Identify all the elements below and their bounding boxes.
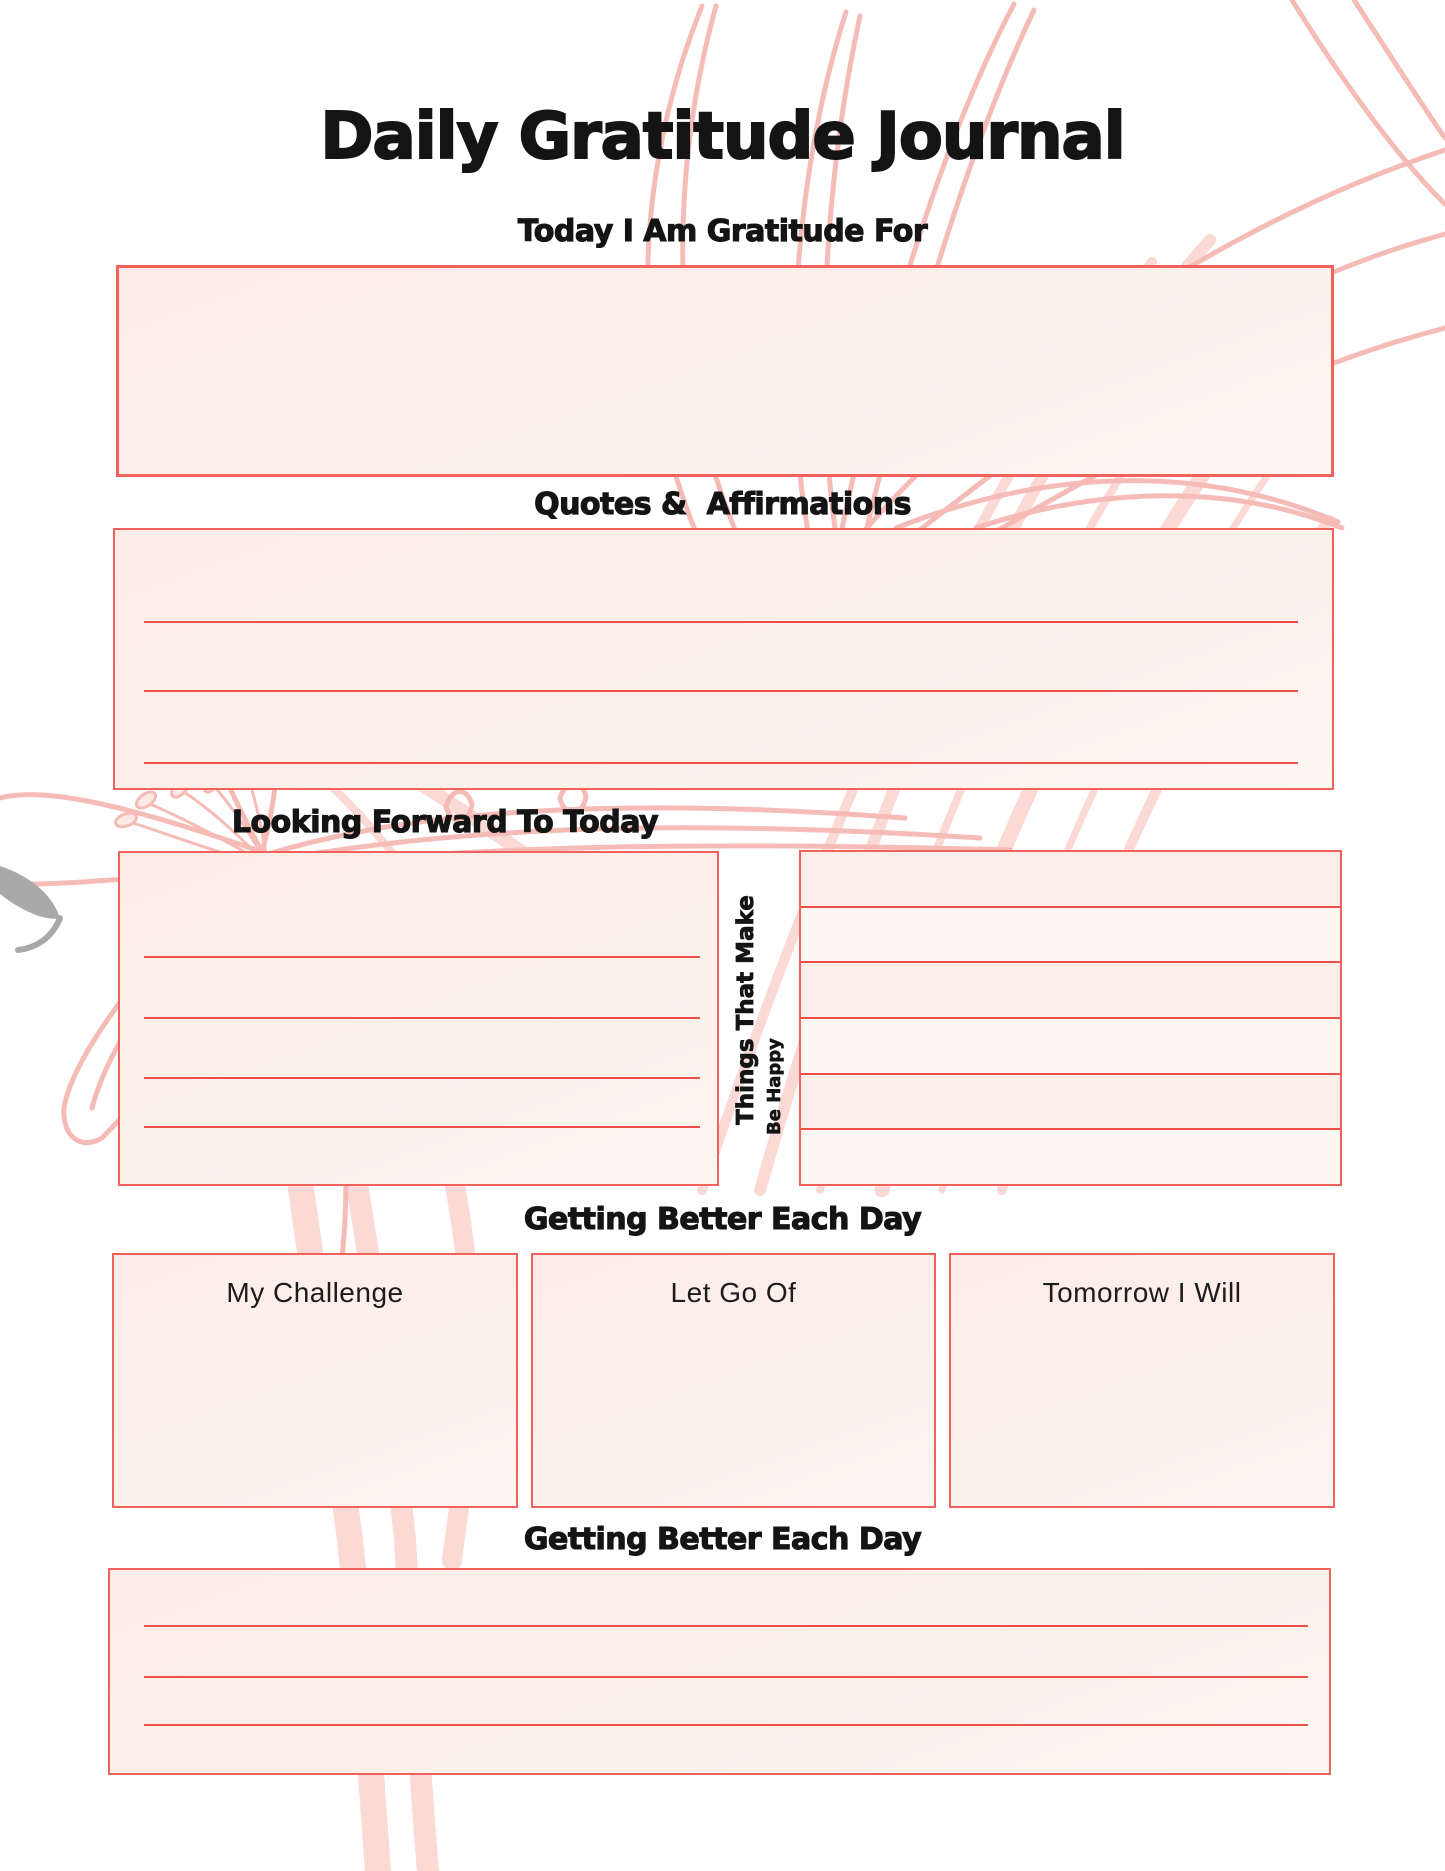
getting-better-notes-area[interactable]: [108, 1568, 1331, 1775]
looking-forward-section-heading: Looking Forward To Today: [231, 805, 659, 840]
gray-leaf-illustration: [0, 866, 60, 950]
let-go-of-box[interactable]: [531, 1253, 936, 1508]
quotes-section-heading: Quotes & Affirmations: [534, 487, 911, 522]
happy-row-input[interactable]: [801, 1017, 1340, 1073]
ruled-line: [144, 1625, 1308, 1627]
ruled-line: [144, 1017, 700, 1019]
things-that-make-rows: [799, 850, 1342, 1186]
ruled-line: [144, 690, 1298, 692]
be-happy-label: Be Happy: [764, 1038, 785, 1135]
getting-better-notes-heading: Getting Better Each Day: [523, 1522, 922, 1557]
ruled-line: [144, 762, 1298, 764]
quotes-input-area[interactable]: [113, 528, 1334, 790]
gratitude-section-heading: Today I Am Gratitude For: [517, 214, 928, 249]
ruled-line: [144, 1077, 700, 1079]
ruled-line: [144, 1126, 700, 1128]
page-title: Daily Gratitude Journal: [320, 100, 1125, 174]
let-go-of-label: Let Go Of: [670, 1277, 797, 1308]
ruled-line: [144, 621, 1298, 623]
happy-row-input[interactable]: [801, 1128, 1340, 1184]
tomorrow-i-will-label: Tomorrow I Will: [1042, 1277, 1242, 1308]
gratitude-input-area[interactable]: [116, 265, 1334, 477]
happy-row-input[interactable]: [801, 961, 1340, 1017]
ruled-line: [144, 1676, 1308, 1678]
tomorrow-i-will-box[interactable]: [949, 1253, 1335, 1508]
happy-row-input[interactable]: [801, 852, 1340, 906]
my-challenge-label: My Challenge: [226, 1277, 404, 1308]
looking-forward-input-area[interactable]: [118, 851, 719, 1186]
ruled-line: [144, 1724, 1308, 1726]
getting-better-boxes-heading: Getting Better Each Day: [523, 1202, 922, 1237]
happy-row-input[interactable]: [801, 906, 1340, 962]
happy-row-input[interactable]: [801, 1073, 1340, 1129]
my-challenge-box[interactable]: [112, 1253, 518, 1508]
ruled-line: [144, 956, 700, 958]
things-that-make-label: Things That Make: [733, 895, 759, 1125]
